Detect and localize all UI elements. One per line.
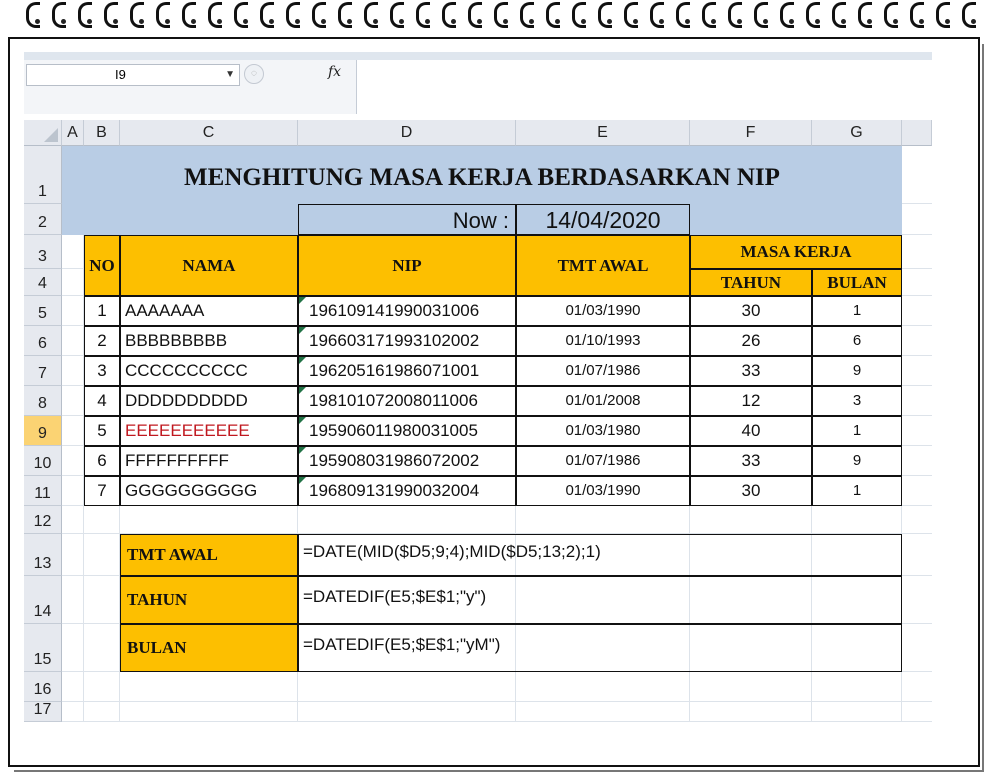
cell-tahun-text: 30	[741, 481, 761, 500]
row-header-12[interactable]	[24, 506, 62, 534]
cell-nama-text: CCCCCCCCCC	[125, 361, 248, 380]
cell-no[interactable]	[84, 416, 120, 446]
binder-ring	[312, 2, 326, 28]
text-number-warning-icon	[299, 297, 306, 304]
cell-tahun-text: 26	[741, 331, 761, 350]
fx-label: fx	[328, 64, 342, 80]
cell-nip-text: 196603171993102002	[309, 331, 480, 350]
binder-ring	[208, 2, 222, 28]
cell-no[interactable]	[84, 476, 120, 506]
cell-tahun[interactable]	[690, 386, 812, 416]
cell-bulan[interactable]	[812, 356, 902, 386]
binder-ring	[832, 2, 846, 28]
row-number: 4	[38, 275, 47, 292]
cell-no-text: 4	[97, 391, 107, 410]
cell-nama-text: BBBBBBBBB	[125, 331, 228, 350]
cell-nama-text: AAAAAAA	[125, 301, 205, 320]
cell-nama[interactable]	[120, 356, 298, 386]
cell-bulan-text: 9	[852, 362, 862, 379]
cell-tahun[interactable]	[690, 356, 812, 386]
binder-ring	[78, 2, 92, 28]
row-number: 12	[33, 513, 52, 530]
binder-ring	[260, 2, 274, 28]
header-nip[interactable]: NIP	[298, 235, 516, 296]
formula-label[interactable]: TMT AWAL	[120, 534, 298, 576]
row-number: 11	[34, 485, 51, 502]
cell-nama[interactable]	[120, 446, 298, 476]
cell-tahun-text: 40	[741, 421, 761, 440]
name-box-value: I9	[115, 67, 126, 82]
cell-no[interactable]	[84, 386, 120, 416]
cell-no-text: 3	[97, 361, 107, 380]
row-header-5[interactable]	[24, 296, 62, 326]
formula-text[interactable]: =DATE(MID($D5;9;4);MID($D5;13;2);1)	[298, 534, 902, 576]
cell-nama[interactable]	[120, 476, 298, 506]
cell-bulan[interactable]	[812, 296, 902, 326]
binder-ring	[962, 2, 976, 28]
cell-nip[interactable]	[298, 356, 516, 386]
column-header-f[interactable]: F	[690, 120, 812, 146]
row-header-10[interactable]	[24, 446, 62, 476]
cell-tahun[interactable]	[690, 296, 812, 326]
row-number: 1	[38, 183, 47, 200]
cell-no[interactable]	[84, 296, 120, 326]
binder-ring	[624, 2, 638, 28]
cell-no[interactable]	[84, 356, 120, 386]
binder-ring	[156, 2, 170, 28]
binder-ring	[364, 2, 378, 28]
cell-nip-text: 196205161986071001	[309, 361, 480, 380]
column-header-g[interactable]: G	[812, 120, 902, 146]
cell-tmt[interactable]	[516, 296, 690, 326]
cell-bulan[interactable]	[812, 386, 902, 416]
cell-nip-text: 198101072008011006	[309, 391, 478, 410]
binder-ring	[520, 2, 534, 28]
cell-nip[interactable]	[298, 326, 516, 356]
binder-ring	[936, 2, 950, 28]
binder-ring	[390, 2, 404, 28]
cell-bulan[interactable]	[812, 476, 902, 506]
binder-ring	[52, 2, 66, 28]
binder-ring	[572, 2, 586, 28]
formula-input-extended[interactable]	[356, 90, 932, 114]
row-header-3[interactable]	[24, 235, 62, 269]
row-number: 15	[33, 651, 52, 668]
cell-tahun[interactable]	[690, 476, 812, 506]
cell-bulan-text: 1	[852, 482, 862, 499]
binder-ring	[884, 2, 898, 28]
cell-nama-text: FFFFFFFFFF	[125, 451, 229, 470]
row-number: 2	[38, 214, 47, 231]
cell-nip-text: 195908031986072002	[309, 451, 480, 470]
cell-bulan-text: 3	[852, 392, 862, 409]
row-number: 16	[33, 681, 52, 698]
binder-ring	[338, 2, 352, 28]
text-number-warning-icon	[299, 477, 306, 484]
header-bulan[interactable]: BULAN	[812, 269, 902, 296]
cell-tahun[interactable]	[690, 416, 812, 446]
cell-tahun-text: 33	[741, 451, 761, 470]
cell-tmt[interactable]	[516, 416, 690, 446]
binder-ring	[806, 2, 820, 28]
row-number: 9	[38, 425, 47, 442]
sheet-title[interactable]: MENGHITUNG MASA KERJA BERDASARKAN NIP	[184, 164, 780, 191]
formula-label[interactable]: TAHUN	[120, 576, 298, 624]
gridline-h	[62, 721, 932, 722]
binder-ring	[650, 2, 664, 28]
header-nama[interactable]: NAMA	[120, 235, 298, 296]
formula-label[interactable]: BULAN	[120, 624, 298, 672]
cell-tmt-text: 01/07/1986	[565, 452, 641, 469]
binder-ring	[546, 2, 560, 28]
cell-nip-text: 196809131990032004	[309, 481, 480, 500]
cell-no[interactable]	[84, 326, 120, 356]
binder-ring	[442, 2, 456, 28]
cell-tmt-text: 01/03/1990	[565, 482, 641, 499]
binder-ring	[728, 2, 742, 28]
cell-no-text: 7	[97, 481, 107, 500]
cell-no[interactable]	[84, 446, 120, 476]
row-number: 14	[33, 603, 52, 620]
cell-tahun-text: 30	[741, 301, 761, 320]
cell-tmt[interactable]	[516, 446, 690, 476]
cell-nip-text: 196109141990031006	[309, 301, 480, 320]
cell-nama[interactable]	[120, 386, 298, 416]
header-tmt-awal[interactable]: TMT AWAL	[516, 235, 690, 296]
binder-ring	[494, 2, 508, 28]
cell-tahun-text: 33	[741, 361, 761, 380]
cell-tahun[interactable]	[690, 446, 812, 476]
text-number-warning-icon	[299, 417, 306, 424]
row-number: 3	[38, 248, 47, 265]
cell-tmt-text: 01/07/1986	[565, 362, 641, 379]
cell-nama[interactable]	[120, 296, 298, 326]
formula-text[interactable]: =DATEDIF(E5;$E$1;"yM")	[298, 624, 902, 672]
row-header-11[interactable]	[24, 476, 62, 506]
text-number-warning-icon	[299, 357, 306, 364]
cell-tahun[interactable]	[690, 326, 812, 356]
column-header-b[interactable]: B	[84, 120, 120, 146]
cell-bulan[interactable]	[812, 416, 902, 446]
column-header-blank	[902, 120, 932, 146]
binder-ring	[910, 2, 924, 28]
row-number: 6	[38, 335, 47, 352]
row-header-9[interactable]	[24, 416, 62, 446]
row-header-15[interactable]	[24, 624, 62, 672]
binder-ring	[754, 2, 768, 28]
text-number-warning-icon	[299, 447, 306, 454]
cell-tmt[interactable]	[516, 356, 690, 386]
cancel-icon[interactable]: ◌	[244, 64, 264, 84]
text-number-warning-icon	[299, 387, 306, 394]
formula-text[interactable]: =DATEDIF(E5;$E$1;"y")	[298, 576, 902, 624]
row-header-2[interactable]	[24, 204, 62, 235]
name-box[interactable]	[26, 64, 240, 86]
cell-tmt[interactable]	[516, 386, 690, 416]
column-header-c[interactable]: C	[120, 120, 298, 146]
cell-bulan-text: 1	[852, 422, 862, 439]
gridline-h	[62, 701, 932, 702]
row-header-13[interactable]	[24, 534, 62, 576]
binder-ring	[858, 2, 872, 28]
header-no[interactable]: NO	[84, 235, 120, 296]
row-number: 7	[38, 365, 47, 382]
cell-bulan-text: 6	[852, 332, 862, 349]
cell-nip-text: 195906011980031005	[309, 421, 478, 440]
binder-ring	[468, 2, 482, 28]
formula-bar	[24, 60, 932, 91]
row-header-1[interactable]	[24, 146, 62, 204]
column-header-e[interactable]: E	[516, 120, 690, 146]
column-header-a[interactable]: A	[62, 120, 84, 146]
cell-nama-text: EEEEEEEEEEE	[125, 421, 250, 440]
binder-rings	[0, 0, 992, 34]
cell-bulan-text: 9	[852, 452, 862, 469]
cell-tmt-text: 01/03/1980	[565, 422, 641, 439]
row-number: 17	[33, 701, 52, 718]
cell-nama[interactable]	[120, 416, 298, 446]
cell-bulan-text: 1	[852, 302, 862, 319]
formula-input[interactable]	[356, 60, 932, 90]
column-header-d[interactable]: D	[298, 120, 516, 146]
cell-no-text: 5	[97, 421, 107, 440]
cell-tmt[interactable]	[516, 326, 690, 356]
header-masa-kerja[interactable]: MASA KERJA	[690, 235, 902, 269]
cell-nama-text: GGGGGGGGGG	[125, 481, 258, 500]
cell-nama[interactable]	[120, 326, 298, 356]
binder-ring	[182, 2, 196, 28]
cell-tahun-text: 12	[741, 391, 761, 410]
row-number: 10	[33, 455, 52, 472]
binder-ring	[286, 2, 300, 28]
cell-nip[interactable]	[298, 446, 516, 476]
cell-bulan[interactable]	[812, 326, 902, 356]
row-number: 13	[33, 555, 52, 572]
chevron-down-icon[interactable]: ▼	[225, 69, 235, 80]
binder-ring	[104, 2, 118, 28]
row-header-17[interactable]	[24, 702, 62, 722]
header-tahun[interactable]: TAHUN	[690, 269, 812, 296]
now-label[interactable]: Now :	[298, 204, 516, 235]
binder-ring	[702, 2, 716, 28]
binder-ring	[130, 2, 144, 28]
binder-ring	[26, 2, 40, 28]
cell-no-text: 2	[97, 331, 107, 350]
cell-nama-text: DDDDDDDDDD	[125, 391, 248, 410]
select-all-corner[interactable]	[24, 120, 62, 146]
cell-tmt[interactable]	[516, 476, 690, 506]
binder-ring	[598, 2, 612, 28]
cell-tmt-text: 01/01/2008	[565, 392, 641, 409]
row-number: 5	[38, 305, 47, 322]
row-header-7[interactable]	[24, 356, 62, 386]
text-number-warning-icon	[299, 327, 306, 334]
spreadsheet-window	[24, 52, 932, 734]
row-header-8[interactable]	[24, 386, 62, 416]
cell-nip[interactable]	[298, 476, 516, 506]
row-header-4[interactable]	[24, 269, 62, 296]
cell-no-text: 1	[97, 301, 107, 320]
cell-bulan[interactable]	[812, 446, 902, 476]
cell-nip[interactable]	[298, 296, 516, 326]
now-date-value[interactable]: 14/04/2020	[516, 204, 690, 235]
row-number: 8	[38, 395, 47, 412]
row-header-14[interactable]	[24, 576, 62, 624]
cell-nip[interactable]	[298, 386, 516, 416]
binder-ring	[780, 2, 794, 28]
cell-tmt-text: 01/03/1990	[565, 302, 641, 319]
row-header-16[interactable]	[24, 672, 62, 702]
row-header-6[interactable]	[24, 326, 62, 356]
cell-no-text: 6	[97, 451, 107, 470]
binder-ring	[234, 2, 248, 28]
cell-tmt-text: 01/10/1993	[565, 332, 641, 349]
function-icon[interactable]	[328, 64, 341, 80]
formula-bar-expanded	[24, 90, 932, 115]
binder-ring	[676, 2, 690, 28]
binder-ring	[416, 2, 430, 28]
cell-nip[interactable]	[298, 416, 516, 446]
